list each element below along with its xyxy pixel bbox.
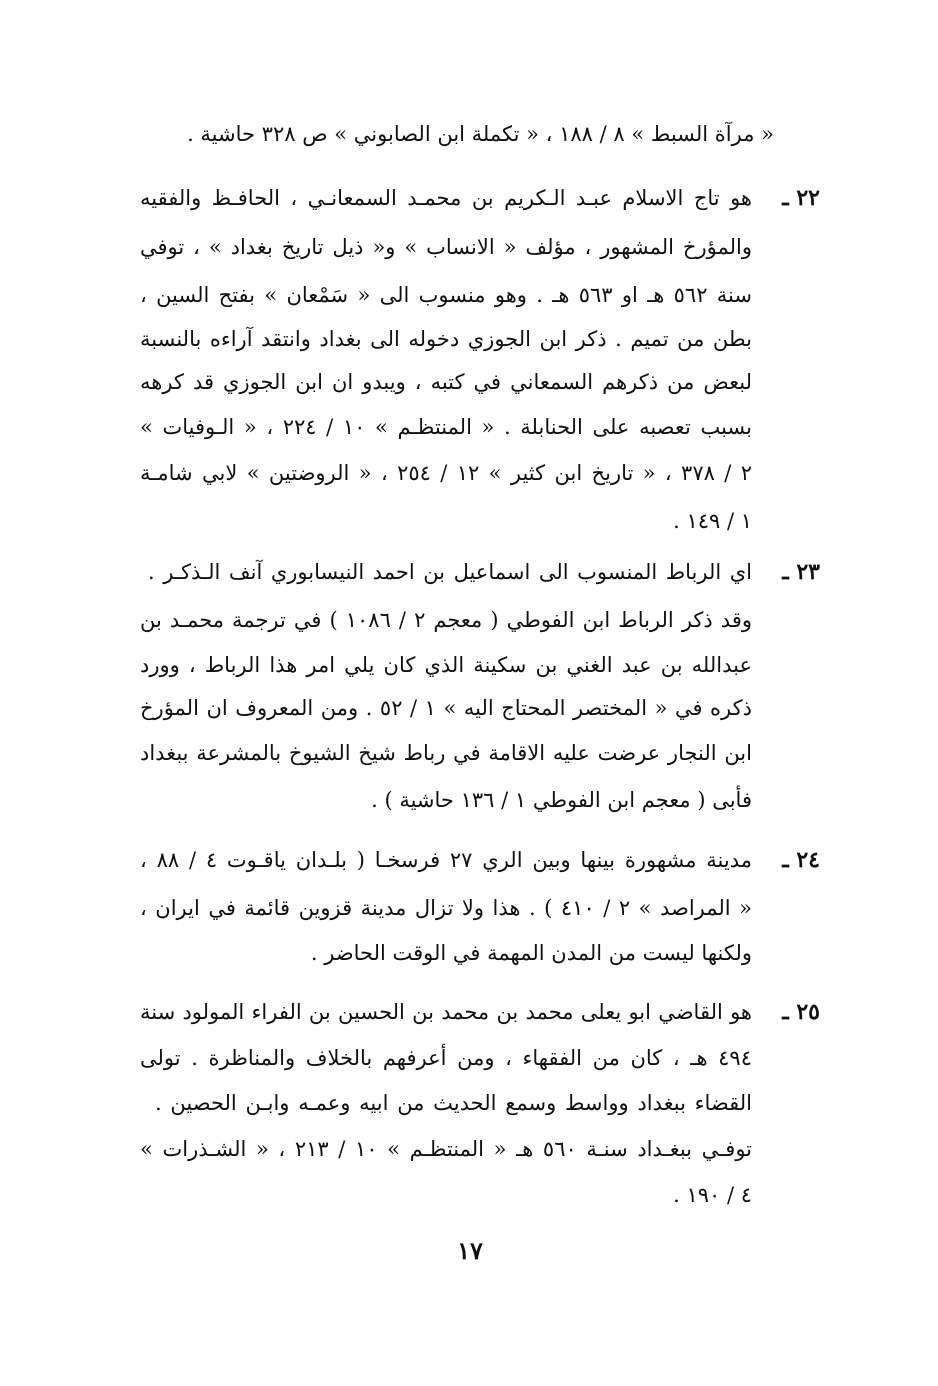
note-23-line-5: ابن النجار عرضت عليه الاقامة في رباط شيخ الشيوخ بالمشرعة ببغداد bbox=[140, 741, 752, 765]
note-24-line-3: ولكنها ليست من المدن المهمة في الوقت الحاضر . bbox=[310, 941, 752, 965]
note-23-line-4: ذكره في « المختصر المحتاج اليه » ١ / ٥٢ . ومن المعروف ان المؤرخ bbox=[140, 696, 752, 720]
note-22-line-4: بطن من تميم . ذكر ابن الجوزي دخوله الى بغداد وانتقد آراءه بالنسبة bbox=[140, 327, 752, 351]
note-25-line-1: هو القاضي ابو يعلى محمد بن محمد بن الحسين بن الفراء المولود سنة bbox=[140, 1000, 752, 1024]
note-25-line-5: ٤ / ١٩٠ . bbox=[673, 1183, 752, 1207]
note-22-line-2: والمؤرخ المشهور ، مؤلف « الانساب » و« ذيل تاريخ بغداد » ، توفي bbox=[140, 235, 752, 259]
note-22-line-7: ٢ / ٣٧٨ ، « تاريخ ابن كثير » ١٢ / ٢٥٤ ، « الروضتين » لابي شامـة bbox=[140, 461, 752, 485]
note-number-24: ٢٤ ـ bbox=[782, 847, 820, 873]
note-25-line-2: ٤٩٤ هـ ، كان من الفقهاء ، ومن أعرفهم بالخلاف والمناظرة . تولى bbox=[140, 1046, 752, 1070]
page-number: ١٧ bbox=[457, 1236, 483, 1265]
note-22-line-6: بسبب تعصبه على الحنابلة . « المنتظـم » ١٠ / ٢٢٤ ، « الـوفيات » bbox=[140, 415, 753, 439]
note-number-22: ٢٢ ـ bbox=[782, 185, 820, 211]
note-23-line-6: فأبى ( معجم ابن الفوطي ١ / ١٣٦ حاشية ) . bbox=[371, 788, 752, 812]
top-continuation-line: « مرآة السبط » ٨ / ١٨٨ ، « تكملة ابن الصابوني » ص ٣٢٨ حاشية . bbox=[187, 122, 774, 146]
note-23-line-1: اي الرباط المنسوب الى اسماعيل بن احمد النيسابوري آنف الـذكـر . bbox=[148, 560, 752, 584]
note-25-line-4: توفـي ببغـداد سنـة ٥٦٠ هـ « المنتظـم » ١٠ / ٢١٣ ، « الشـذرات » bbox=[140, 1137, 753, 1161]
note-25-line-3: القضاء ببغداد وواسط وسمع الحديث من ابيه وعمـه وابـن الحصين . bbox=[155, 1091, 752, 1115]
note-22-line-5: لبعض من ذكرهم السمعاني في كتبه ، ويبدو ان ابن الجوزي قد كرهه bbox=[140, 370, 752, 394]
note-23-line-3: عبدالله بن عبد الغني بن سكينة الذي كان يلي امر هذا الرباط ، وورد bbox=[140, 653, 752, 677]
note-23-line-2: وقد ذكر الرباط ابن الفوطي ( معجم ٢ / ١٠٨٦ ) في ترجمة محمـد بن bbox=[140, 608, 753, 632]
note-24-line-2: « المراصد » ٢ / ٤١٠ ) . هذا ولا تزال مدينة قزوين قائمة في ايران ، bbox=[140, 896, 753, 920]
note-number-25: ٢٥ ـ bbox=[782, 999, 820, 1025]
note-22-line-1: هو تاج الاسلام عبـد الـكريم بن محمـد السمعانـي ، الحافـظ والفقيه bbox=[140, 186, 752, 210]
note-22-line-8: ١ / ١٤٩ . bbox=[673, 509, 752, 533]
note-number-23: ٢٣ ـ bbox=[782, 559, 820, 585]
note-22-line-3: سنة ٥٦٢ هـ او ٥٦٣ هـ . وهو منسوب الى « سَمْعان » بفتح السين ، bbox=[140, 283, 752, 307]
note-24-line-1: مدينة مشهورة بينها وبين الري ٢٧ فرسخـا ( بلـدان ياقـوت ٤ / ٨٨ ، bbox=[140, 848, 752, 872]
